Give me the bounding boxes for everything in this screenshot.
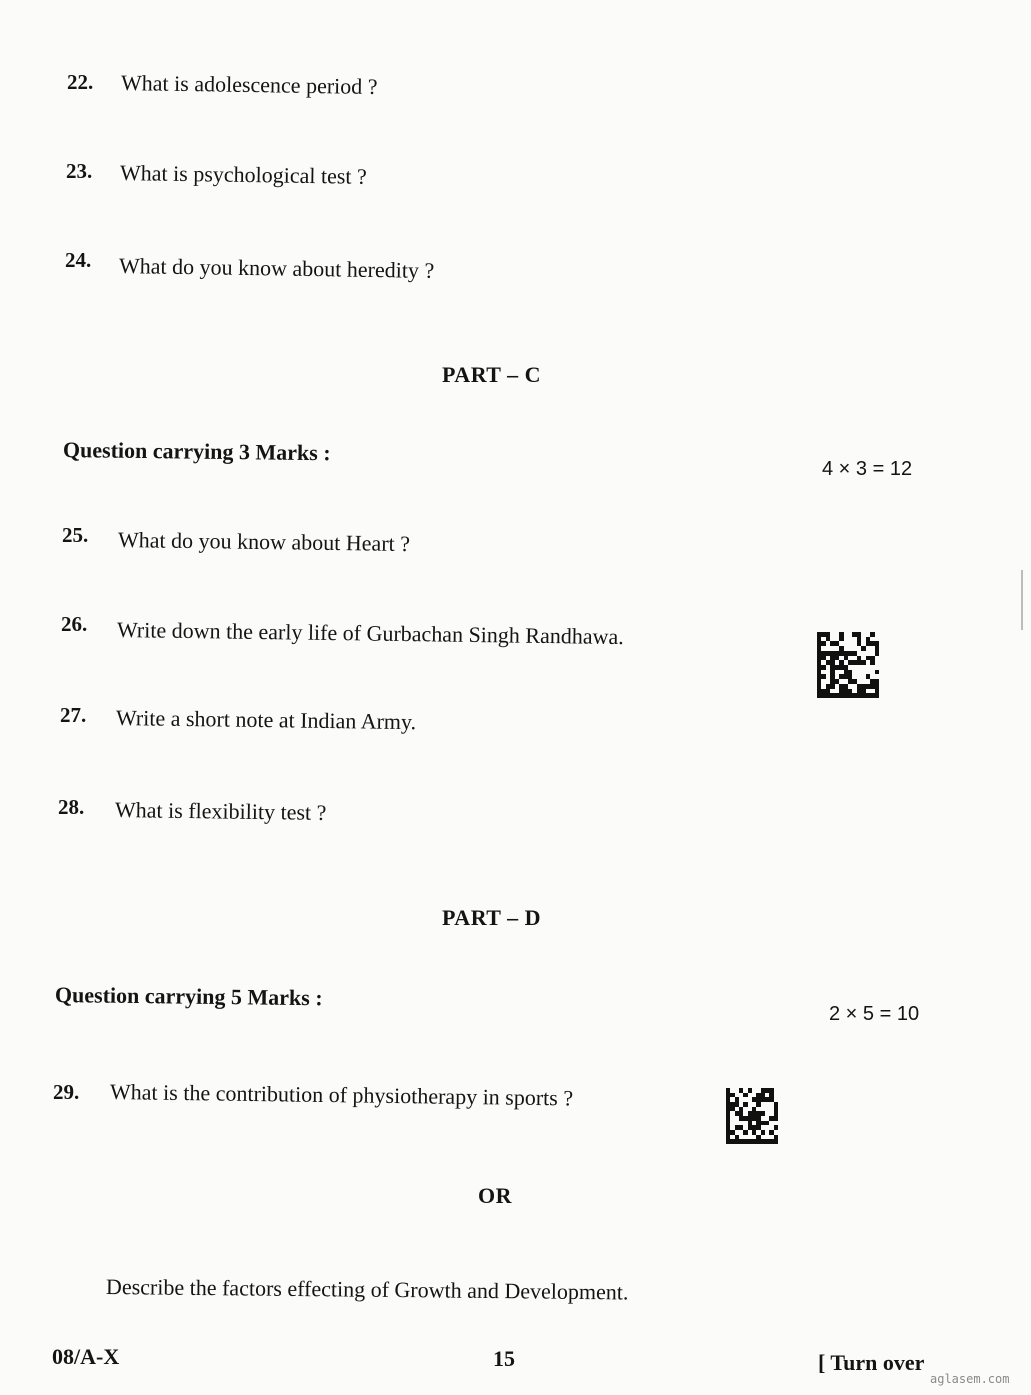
turn-over-label: [ Turn over	[818, 1350, 925, 1375]
question-text: What is adolescence period ?	[120, 70, 378, 100]
question-number: 29.	[53, 1080, 80, 1104]
or-label: OR	[478, 1183, 512, 1208]
question-text: Write a short note at Indian Army.	[115, 705, 417, 735]
question-number: 25.	[62, 523, 89, 547]
part-c-marks-formula: 4 × 3 = 12	[822, 458, 913, 480]
question-text: What is the contribution of physiotherapy in sports ?	[109, 1079, 574, 1111]
question-text: Write down the early life of Gurbachan Singh Randhawa.	[116, 617, 624, 650]
qr-code-icon	[726, 1088, 778, 1144]
part-c-heading: PART – C	[442, 362, 541, 387]
question-number: 22.	[67, 70, 94, 94]
question-text: What is psychological test ?	[119, 160, 368, 189]
question-text: What do you know about heredity ?	[118, 253, 435, 283]
qr-code-icon	[817, 632, 879, 698]
watermark: aglasem.com	[930, 1372, 1010, 1386]
part-c-marks-label: Question carrying 3 Marks :	[62, 437, 331, 466]
question-number: 27.	[60, 703, 87, 727]
alternative-question-text: Describe the factors effecting of Growth and Development.	[105, 1274, 629, 1305]
part-d-heading: PART – D	[442, 905, 541, 930]
part-d-marks-label: Question carrying 5 Marks :	[54, 982, 323, 1011]
qr-module	[875, 693, 879, 698]
question-number: 26.	[61, 612, 88, 636]
paper-code: 08/A-X	[52, 1344, 120, 1369]
scan-edge	[1021, 570, 1023, 630]
part-d-marks-formula: 2 × 5 = 10	[829, 1003, 920, 1025]
question-number: 23.	[66, 159, 93, 183]
question-number: 24.	[65, 248, 92, 272]
question-text: What is flexibility test ?	[114, 797, 327, 825]
page-number: 15	[493, 1346, 515, 1371]
question-text: What do you know about Heart ?	[117, 527, 411, 557]
qr-module	[774, 1139, 778, 1144]
question-number: 28.	[58, 795, 85, 819]
